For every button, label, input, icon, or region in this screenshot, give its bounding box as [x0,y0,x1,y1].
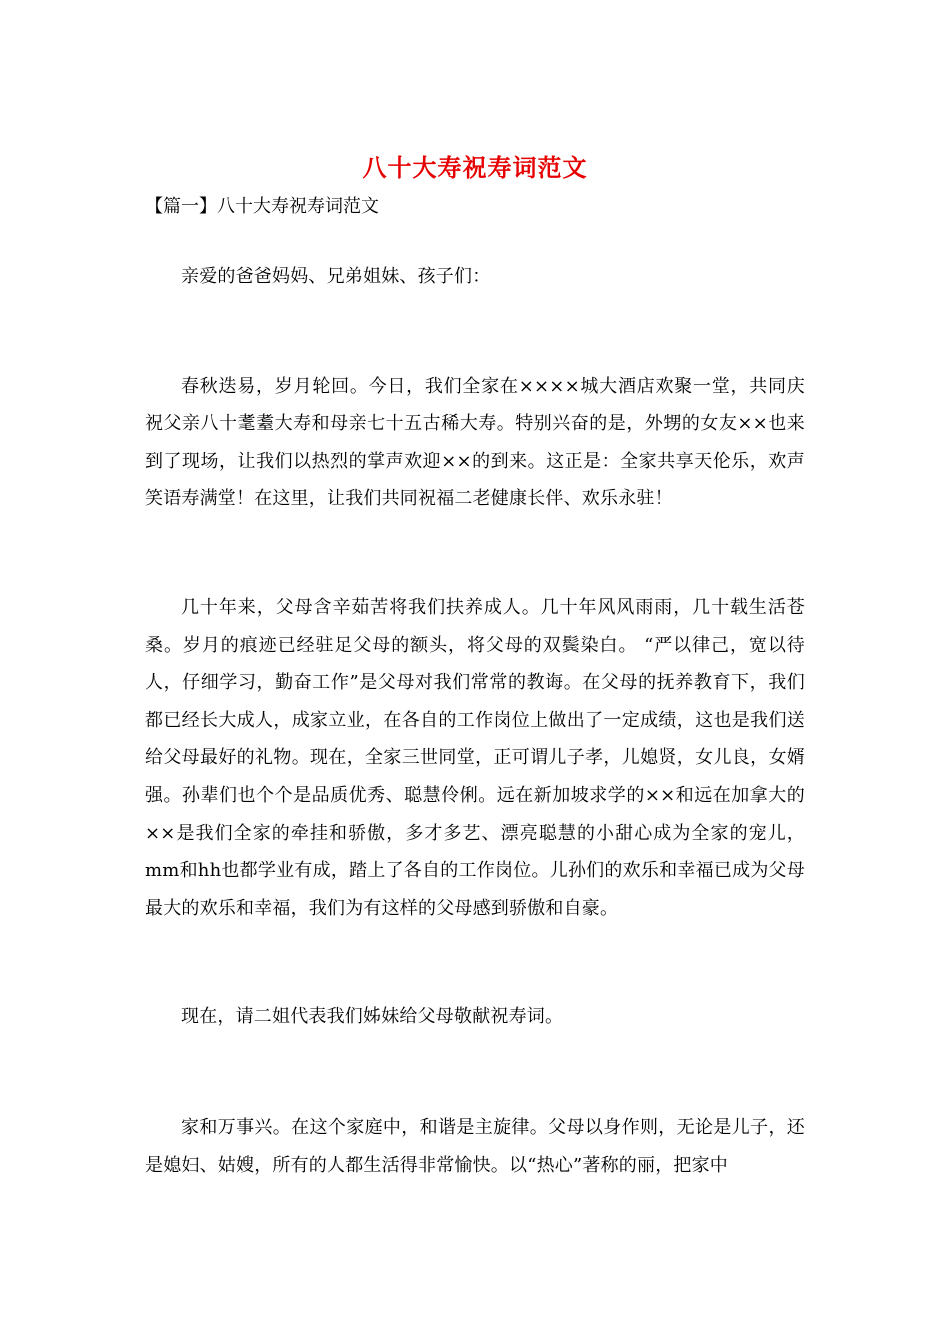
document-title: 八十大寿祝寿词范文 [362,153,588,182]
greeting-paragraph: 亲爱的爸爸妈妈、兄弟姐妹、孩子们： [181,266,491,287]
body-paragraph: 家和万事兴。在这个家庭中，和谐是主旋律。父母以身作则，无论是儿子，还是媳妇、姑嫂，所有的人都生活得非常愉快。以“热心”著称的丽，把家中 [145,1116,805,1176]
body-paragraph: 春秋迭易，岁月轮回。今日，我们全家在××××城大酒店欢聚一堂，共同庆祝父亲八十耄耋大寿和母亲七十五古稀大寿。特别兴奋的是，外甥的女友××也来到了现场，让我们以热烈的掌声欢迎××的到来。这正是：全家共享天伦乐，欢声笑语寿满堂！在这里，让我们共同祝福二老健康长伴、欢乐永驻！ [145,375,805,510]
section-heading: 【篇一】八十大寿祝寿词范文 [145,196,379,217]
body-paragraph: 几十年来，父母含辛茹苦将我们扶养成人。几十年风风雨雨，几十载生活苍桑。岁月的痕迹已经驻足父母的额头，将父母的双鬓染白。 “严以律己，宽以待人，仔细学习，勤奋工作”是父母对我们常常的教诲。在父母的抚养教育下，我们都已经长大成人，成家立业，在各自的工作岗位上做出了一定成绩，这也是我们送给父母最好的礼物。现在，全家三世同堂，正可谓儿子孝，儿媳贤，女儿良，女婿强。孙辈们也个个是品质优秀、聪慧伶俐。远在新加坡求学的××和远在加拿大的××是我们全家的牵挂和骄傲，多才多艺、漂亮聪慧的小甜心成为全家的宠儿，mm和hh也都学业有成，踏上了各自的工作岗位。儿孙们的欢乐和幸福已成为父母最大的欢乐和幸福，我们为有这样的父母感到骄傲和自豪。 [145,596,805,919]
body-paragraph: 现在，请二姐代表我们姊妹给父母敬献祝寿词。 [181,1006,564,1028]
document-page [145,150,805,1184]
